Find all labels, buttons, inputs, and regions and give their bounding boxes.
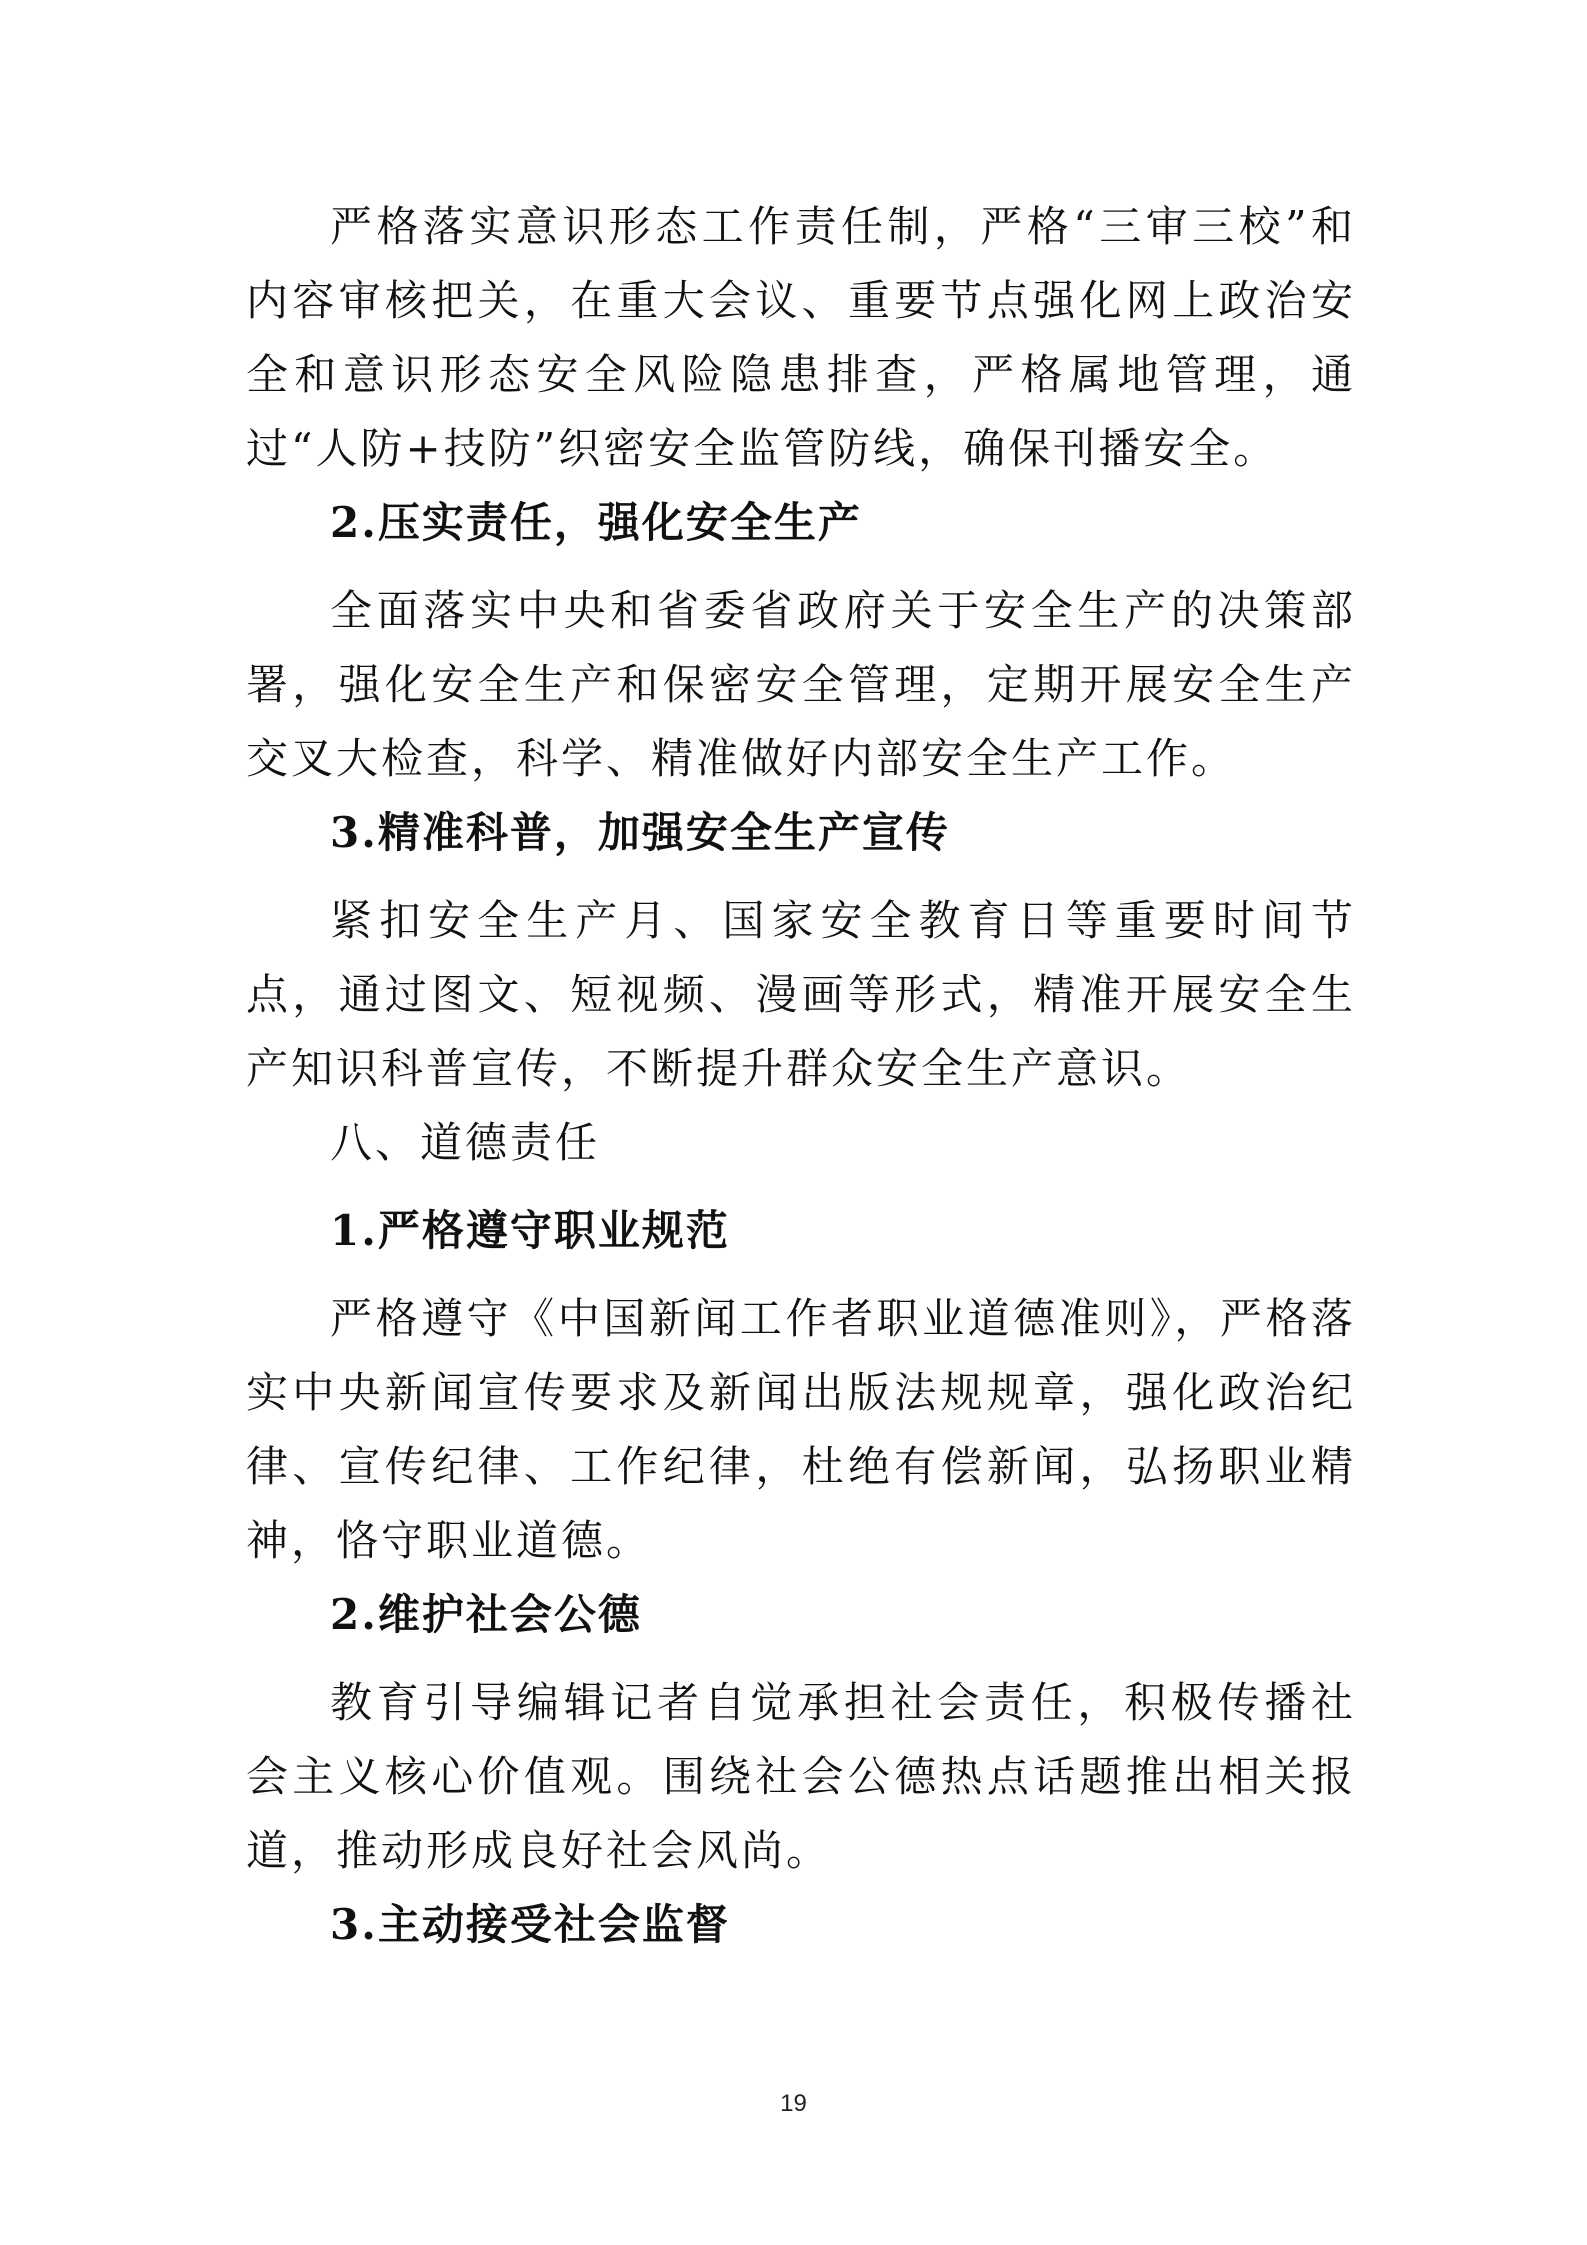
paragraph-ideology-responsibility: 严格落实意识形态工作责任制，严格“三审三校”和内容审核把关，在重大会议、重要节点强化网上政治安全和意识形态安全风险隐患排查，严格属地管理，通过“人防+技防”织密安全监管防线，确保刊播安全。 [246,202,1356,473]
page-number: 19 [780,2090,807,2117]
heading-social-morality: 2.维护社会公德 [330,1590,642,1639]
paragraph-social-morality: 教育引导编辑记者自觉承担社会责任，积极传播社会主义核心价值观。围绕社会公德热点话题推出相关报道，推动形成良好社会风尚。 [246,1678,1356,1875]
section-heading-moral-responsibility: 八、道德责任 [330,1118,601,1167]
heading-safety-production: 2.压实责任，强化安全生产 [330,498,862,547]
paragraph-safety-publicity: 紧扣安全生产月、国家安全教育日等重要时间节点，通过图文、短视频、漫画等形式，精准开展安全生产知识科普宣传，不断提升群众安全生产意识。 [246,896,1356,1093]
heading-safety-publicity: 3.精准科普，加强安全生产宣传 [330,808,950,857]
heading-professional-norms: 1.严格遵守职业规范 [330,1206,730,1255]
paragraph-safety-production: 全面落实中央和省委省政府关于安全生产的决策部署，强化安全生产和保密安全管理，定期开展安全生产交叉大检查，科学、精准做好内部安全生产工作。 [246,586,1356,783]
paragraph-professional-norms: 严格遵守《中国新闻工作者职业道德准则》，严格落实中央新闻宣传要求及新闻出版法规规章，强化政治纪律、宣传纪律、工作纪律，杜绝有偿新闻，弘扬职业精神，恪守职业道德。 [246,1294,1356,1565]
heading-social-supervision: 3.主动接受社会监督 [330,1900,730,1949]
document-body [246,190,1356,1962]
